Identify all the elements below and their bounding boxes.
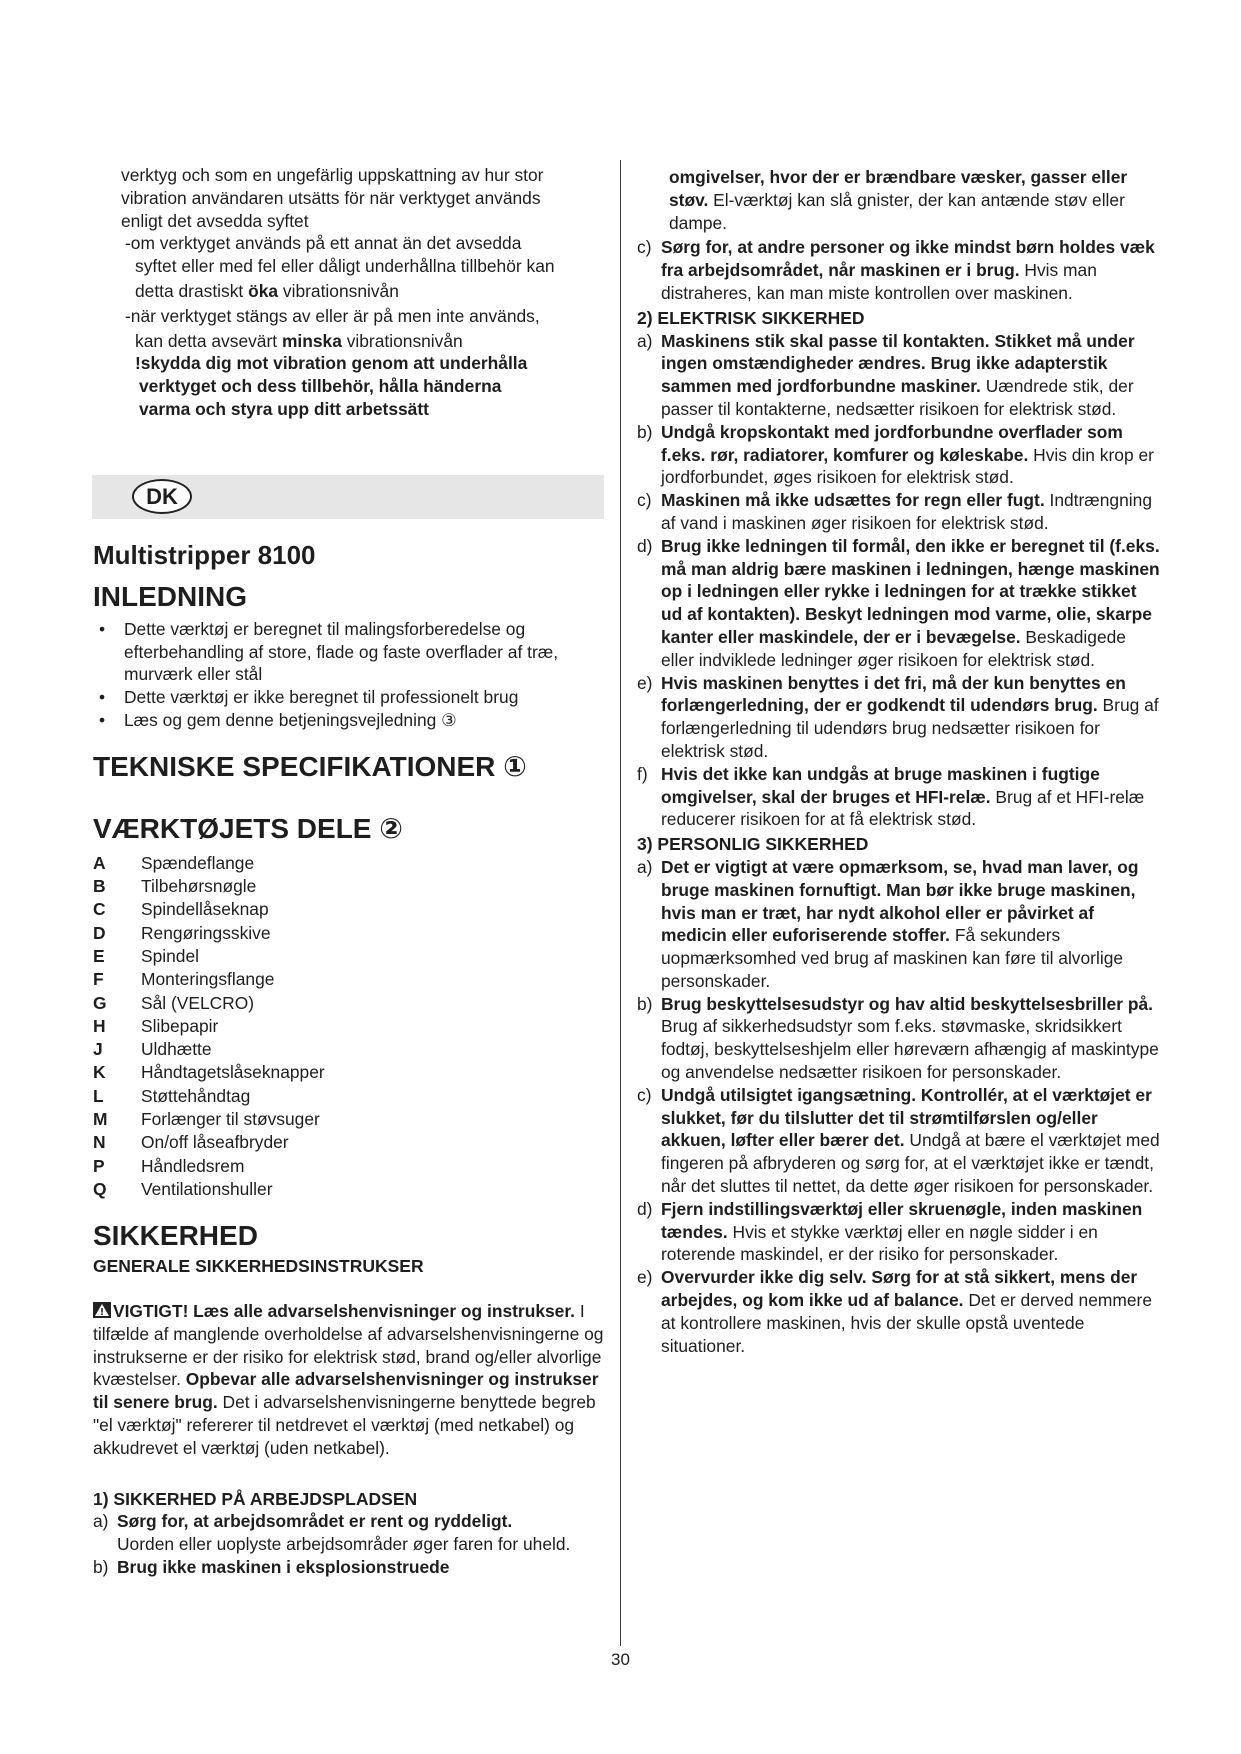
item-bold-text: Overvurder ikke dig selv. Sørg for at stå sikkert, mens der arbejdes, og kom ikke ud af balance. — [661, 1267, 1138, 1311]
item-label: d) — [637, 1198, 653, 1219]
part-row — [93, 898, 608, 921]
part-row — [93, 968, 608, 991]
part-row — [93, 852, 608, 875]
list-item: • Læs og gem denne betjeningsvejledning ③ — [93, 709, 608, 732]
part-letter: L — [93, 1085, 104, 1106]
part-letter: Q — [93, 1178, 107, 1199]
safety-item — [637, 672, 1162, 763]
parts-list — [93, 852, 608, 1201]
section-personal-heading: 3) PERSONLIG SIKKERHED — [637, 834, 869, 855]
item-label: c) — [637, 490, 652, 511]
safety-item — [637, 856, 1162, 993]
item-text: Hvis din krop er jordforbundet, øges risikoen for elektrisk stød. — [661, 444, 1154, 488]
part-name: Forlænger til støvsuger — [141, 1109, 320, 1130]
column-divider — [620, 160, 621, 1646]
part-row — [93, 1131, 608, 1154]
language-band — [92, 475, 604, 519]
item-bold-text: Hvis det ikke kan undgås at bruge maskinen i fugtige omgivelser, skal der bruges et HFI-relæ. — [661, 763, 1100, 807]
sv-item: -om verktyget används på ett annat än det avsedda — [125, 233, 522, 254]
sv-item: kan detta avsevärt minska vibrationsnivån — [135, 330, 463, 351]
part-letter: M — [93, 1109, 108, 1130]
part-name: Rengøringsskive — [141, 922, 271, 943]
part-letter: B — [93, 876, 106, 897]
item-bold-text: Brug ikke ledningen til formål, den ikke er beregnet til (f.eks. må man aldrig bære maskinen i ledningen, hænge maskinen op i ledningen eller rykke i ledningen for at trække stikket ud af kontakten). Beskyt ledningen mod varme, olie, skarpe kanter eller maskindele, der er i bevægelse. — [661, 535, 1160, 647]
sv-item: detta drastiskt öka vibrationsnivån — [135, 280, 399, 301]
part-name: Ventilationshuller — [141, 1178, 273, 1199]
item-bold-text: Undgå kropskontakt med jordforbundne overflader som f.eks. rør, radiatorer, komfurer og køleskabe. — [661, 421, 1123, 465]
sv-warning: verktyget och dess tillbehör, hålla händerna — [139, 376, 502, 397]
item-label: d) — [637, 535, 653, 556]
part-row — [93, 1178, 608, 1201]
sv-item: syftet eller med fel eller dåligt underhållna tillbehör kan — [135, 256, 555, 277]
product-title: Multistripper 8100 — [93, 539, 316, 570]
electrical-safety-list — [637, 330, 1162, 832]
part-row — [93, 922, 608, 945]
safety-item — [637, 1266, 1162, 1357]
part-letter: D — [93, 922, 106, 943]
right-column — [637, 166, 1162, 1357]
safety-item — [637, 763, 1162, 831]
item-text: Hvis et stykke værktøj eller en nøgle sidder i en roterende maskindel, er der risiko for personskader. — [661, 1221, 1098, 1265]
section-electrical-heading: 2) ELEKTRISK SIKKERHED — [637, 307, 865, 328]
item-bold-text: Undgå utilsigtet igangsætning. Kontrollér, at el værktøjet er slukket, før du tilslutter det til strømtilførslen og/eller akkuen, løfter eller bærer det. — [661, 1084, 1152, 1151]
part-letter: J — [93, 1039, 103, 1060]
heading-safety: SIKKERHED — [93, 1220, 258, 1252]
safety-item — [637, 330, 1162, 421]
left-column — [93, 164, 608, 1579]
part-row — [93, 1108, 608, 1131]
item-text: Beskadigede eller indviklede ledninger øger risikoen for elektrisk stød. — [661, 626, 1126, 670]
part-row — [93, 992, 608, 1015]
part-row — [93, 875, 608, 898]
item-label: e) — [637, 672, 653, 693]
item-label: b) — [637, 421, 653, 442]
item-text: Undgå at bære el værktøjet med fingeren på afbryderen og sørg for, at el værktøjet ikke er tændt, når det sluttes til nettet, da dette øger risikoen for personskader. — [661, 1130, 1160, 1197]
safety-item — [637, 489, 1162, 535]
part-letter: P — [93, 1155, 105, 1176]
item-label: a) — [637, 856, 653, 877]
part-row — [93, 1085, 608, 1108]
part-letter: K — [93, 1062, 106, 1083]
warning-triangle-icon — [93, 1302, 111, 1318]
safety-item — [637, 1198, 1162, 1266]
part-name: Støttehåndtag — [141, 1085, 251, 1106]
safety-item: a) Sørg for, at arbejdsområdet er rent og ryddeligt. Uorden eller uoplyste arbejdsområder øger faren for uheld. — [93, 1511, 571, 1555]
list-item: • Dette værktøj er beregnet til malingsforberedelse og efterbehandling af store, flade og faste overflader af træ, murværk eller stål — [93, 618, 608, 686]
item-bold-text: Det er vigtigt at være opmærksom, se, hvad man laver, og bruge maskinen fornuftigt. Man bør ikke bruge maskinen, hvis man er træt, har nydt alkohol eller er påvirket af medicin eller euforiserende stoffer. — [661, 856, 1139, 946]
part-letter: H — [93, 1015, 106, 1036]
warning-paragraph: VIGTIGT! Læs alle advarselshenvisninger og instrukser. I tilfælde af manglende overholdelse af advarselshenvisningerne og instrukserne er der risiko for elektrisk stød, brand og/eller alvorlige kvæstelser. Opbevar alle advarselshenvisninger og instrukser til senere brug. Det i advarselshenvisningerne benyttede begreb "el værktøj" refererer til netdrevet el værktøj (med netkabel) og akkudrevet el værktøj (uden netkabel). — [93, 1301, 604, 1458]
heading-general-safety: GENERALE SIKKERHEDSINSTRUKSER — [93, 1256, 424, 1277]
safety-item — [637, 1084, 1162, 1198]
intro-list — [93, 618, 608, 732]
personal-safety-list — [637, 856, 1162, 1358]
part-row — [93, 1155, 608, 1178]
heading-parts: VÆRKTØJETS DELE ② — [93, 812, 403, 844]
part-letter: F — [93, 969, 104, 990]
continued-item: omgivelser, hvor der er brændbare væsker, gasser eller støv. El-værktøj kan slå gnister, der kan antænde støv eller dampe. — [669, 167, 1128, 233]
item-text: Brug af forlængerledning til udendørs brug nedsætter risikoen for elektrisk stød. — [661, 695, 1159, 761]
sv-line: vibration användaren utsätts för när verktyget används — [121, 187, 541, 208]
item-text: Uændrede stik, der passer til kontakterne, nedsætter risikoen for elektrisk stød. — [661, 376, 1134, 419]
part-name: Tilbehørsnøgle — [141, 876, 257, 897]
part-row — [93, 1015, 608, 1038]
item-text: Brug af sikkerhedsudstyr som f.eks. støvmaske, skridsikkert fodtøj, beskyttelseshjelm eller høreværn afhængig af maskintype og anvendelse nedsætter risikoen for personskader. — [661, 1016, 1159, 1083]
part-name: Håndtagetslåseknapper — [141, 1062, 325, 1083]
sv-line: verktyg och som en ungefärlig uppskattning av hur stor — [121, 165, 544, 185]
page-number: 30 — [611, 1650, 630, 1669]
heading-introduction: INLEDNING — [93, 580, 247, 612]
item-label: a) — [637, 330, 653, 351]
sv-warning: varma och styra upp ditt arbetssätt — [139, 398, 429, 419]
part-row — [93, 945, 608, 968]
part-name: Monteringsflange — [141, 969, 275, 990]
part-letter: N — [93, 1132, 106, 1153]
part-name: Uldhætte — [141, 1039, 212, 1060]
part-name: Slibepapir — [141, 1015, 219, 1036]
swedish-vibration-text — [93, 164, 608, 421]
heading-specifications: TEKNISKE SPECIFIKATIONER ① — [93, 750, 527, 782]
item-bold-text: Brug beskyttelsesudstyr og hav altid beskyttelsesbriller på. — [661, 993, 1153, 1014]
item-bold-text: Fjern indstillingsværktøj eller skruenøgle, inden maskinen tændes. — [661, 1198, 1143, 1242]
item-label: e) — [637, 1267, 653, 1288]
language-badge: DK — [132, 479, 192, 514]
section-workplace-heading: 1) SIKKERHED PÅ ARBEJDSPLADSEN — [93, 1488, 418, 1509]
safety-item: b) Brug ikke maskinen i eksplosionstruede — [93, 1556, 450, 1577]
part-row — [93, 1038, 608, 1061]
part-name: Håndledsrem — [141, 1155, 245, 1176]
part-letter: E — [93, 945, 105, 966]
item-label: f) — [637, 763, 648, 784]
part-row — [93, 1061, 608, 1084]
sv-line: enligt det avsedda syftet — [121, 210, 309, 231]
part-name: Spindel — [141, 945, 200, 966]
item-text: Indtrængning af vand i maskinen øger risikoen for elektrisk stød. — [661, 490, 1152, 533]
safety-item — [637, 421, 1162, 489]
part-name: Spindellåseknap — [141, 899, 269, 920]
item-bold-text: Maskinen må ikke udsættes for regn eller fugt. — [661, 490, 1045, 511]
sv-warning: !skydda dig mot vibration genom att underhålla — [135, 353, 528, 374]
part-name: Spændeflange — [141, 852, 255, 873]
item-text: Få sekunders uopmærksomhed ved brug af maskinen kan føre til alvorlige personskader. — [661, 925, 1124, 991]
item-bold-text: Maskinens stik skal passe til kontakten. Stikket må under ingen omstændigheder ændres. Brug ikke adapterstik sammen med jordforbundne maskiner. — [661, 330, 1135, 397]
item-text: Brug af et HFI-relæ reducerer risikoen for at få elektrisk stød. — [661, 786, 1145, 830]
item-text: Det er derved nemmere at kontrollere maskinen, hvis der skulle opstå uventede situationer. — [661, 1290, 1152, 1356]
part-letter: C — [93, 899, 106, 920]
part-name: On/off låseafbryder — [141, 1132, 289, 1153]
safety-item: c) Sørg for, at andre personer og ikke mindst børn holdes væk fra arbejdsområdet, når maskinen er i brug. Hvis man distraheres, kan man miste kontrollen over maskinen. — [637, 237, 1155, 303]
safety-item — [637, 535, 1162, 672]
item-label: c) — [637, 1084, 652, 1105]
item-bold-text: Hvis maskinen benyttes i det fri, må der kun benyttes en forlængerledning, der er godkendt til udendørs brug. — [661, 672, 1126, 716]
part-letter: G — [93, 992, 107, 1013]
safety-item — [637, 993, 1162, 1084]
part-name: Sål (VELCRO) — [141, 992, 255, 1013]
item-label: b) — [637, 993, 653, 1014]
sv-item: -när verktyget stängs av eller är på men inte används, — [125, 305, 540, 326]
list-item: • Dette værktøj er ikke beregnet til professionelt brug — [93, 686, 608, 709]
part-letter: A — [93, 852, 106, 873]
